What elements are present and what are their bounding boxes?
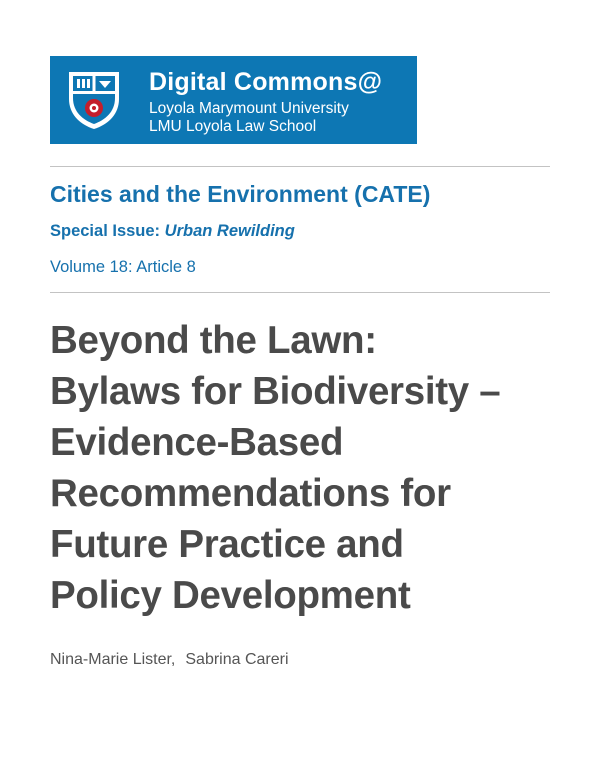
article-title [50,315,570,621]
divider-top [50,166,550,167]
digital-commons-banner[interactable] [50,56,417,144]
banner-title: Digital Commons@ [149,68,383,96]
volume-article: Volume 18: Article 8 [50,258,196,276]
banner-law-school: LMU Loyola Law School [149,118,317,135]
special-issue-prefix: Special Issue: [50,222,161,240]
author-list [50,651,289,669]
title-line: Recommendations for [50,472,451,515]
author-name[interactable]: Nina-Marie Lister, [50,651,176,668]
lmu-shield-icon [65,69,123,131]
title-line: Beyond the Lawn: [50,319,377,362]
special-issue-name: Urban Rewilding [164,222,295,240]
author-name[interactable]: Sabrina Careri [185,651,289,668]
title-line: Future Practice and [50,523,404,566]
special-issue [50,222,295,241]
title-line: Bylaws for Biodiversity – [50,370,501,413]
title-line: Evidence-Based [50,421,344,464]
journal-name[interactable]: Cities and the Environment (CATE) [50,181,431,207]
divider-bottom [50,292,550,293]
title-line: Policy Development [50,574,411,617]
banner-university: Loyola Marymount University [149,100,349,117]
